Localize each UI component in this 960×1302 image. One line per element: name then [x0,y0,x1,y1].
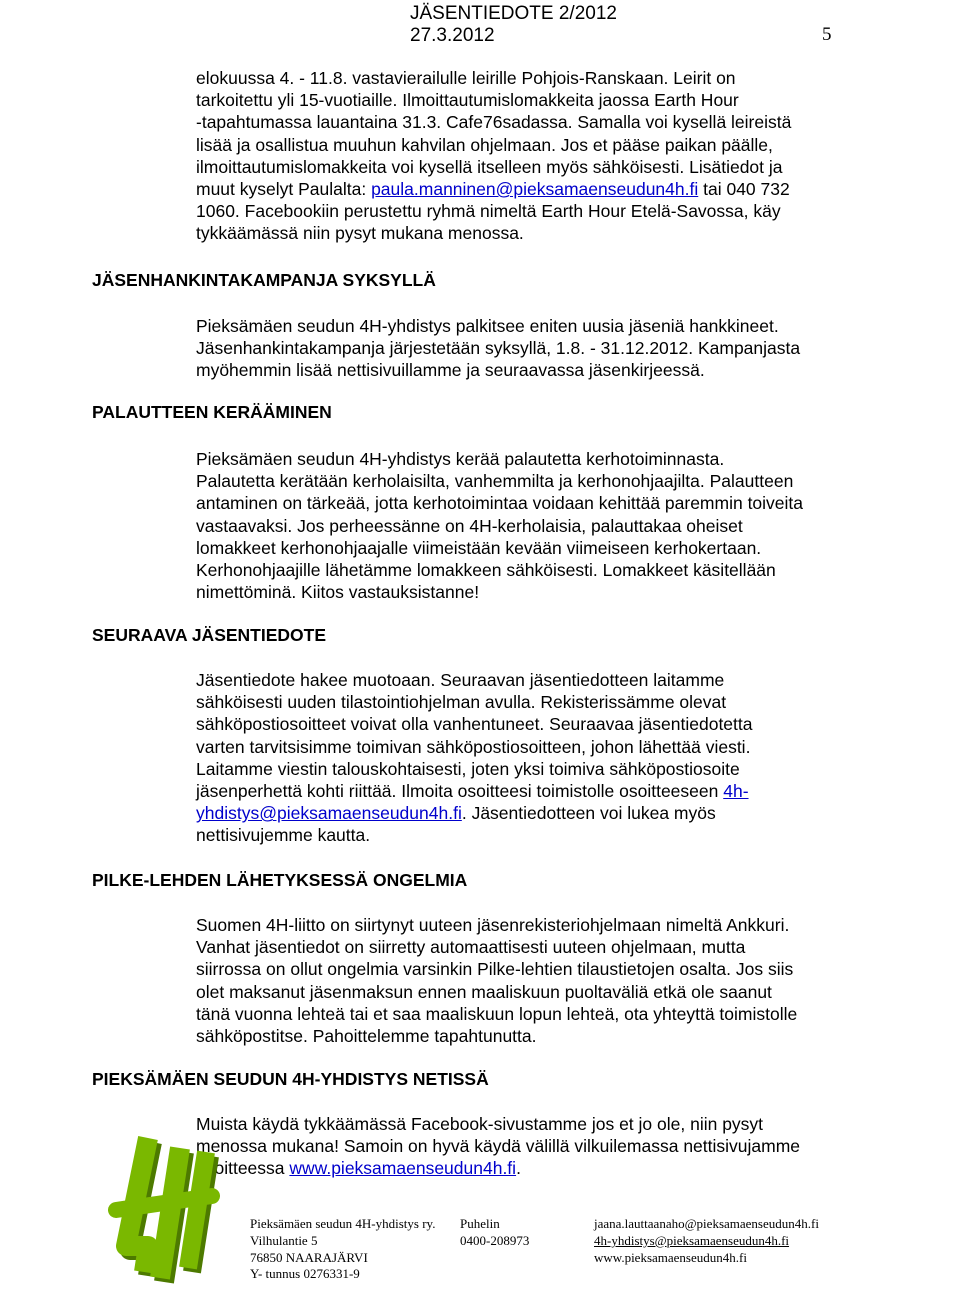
campaign-line-1: Pieksämäen seudun 4H-yhdistys palkitsee eniten uusia jäseniä hankkineet. [196,316,779,336]
pilke-paragraph [196,914,896,1047]
next-line-6-pre: jäsenperhettä kohti riittää. Ilmoita osoitteesi toimistolle osoitteeseen [196,781,724,802]
pilke-heading: PILKE-LEHDEN LÄHETYKSESSÄ ONGELMIA [92,870,468,890]
footer-postal: 76850 NAARAJÄRVI [250,1249,368,1265]
footer-address [250,1216,435,1283]
footer-email-2[interactable]: 4h-yhdistys@pieksamaenseudun4h.fi [594,1232,790,1248]
next-line-7 [196,802,896,824]
pilke-line-1: Suomen 4H-liitto on siirtynyt uuteen jäsenrekisteriohjelmaan nimeltä Ankkuri. [196,915,790,935]
intro-line-7: 1060. Facebookiin perustettu ryhmä nimeltä Earth Hour Etelä-Savossa, käy [196,201,781,222]
bulletin-title [410,3,617,47]
intro-line-4: lisää ja osallistua muuhun kahvilan ohjelmaan. Jos et pääse paikan päälle, [196,134,773,155]
intro-line-6-pre: muut kyselyt Paulalta: [196,179,372,200]
campaign-heading: JÄSENHANKINTAKAMPANJA SYKSYLLÄ [92,270,436,290]
intro-line-1: elokuussa 4. - 11.8. vastavierailulle leirille Pohjois-Ranskaan. Leirit on [196,68,736,88]
footer-org-name: Pieksämäen seudun 4H-yhdistys ry. [250,1216,436,1231]
next-line-2: sähköisesti uuden tilastointiohjelman avulla. Rekisterissämme olevat [196,692,727,713]
feedback-line-7: nimettöminä. Kiitos vastauksistanne! [196,582,480,603]
next-line-8: nettisivujemme kautta. [196,825,371,846]
footer-business-id: Y- tunnus 0276331-9 [250,1266,360,1282]
pilke-line-4: olet maksanut jäsenmaksun ennen maaliskuun puoltaväliä etkä ole saanut [196,981,772,1002]
next-line-6 [196,780,896,802]
online-line-3-pre: osoitteessa [196,1158,290,1179]
feedback-line-5: lomakkeet kerhonohjaajalle viimeistään kevään viimeiseen kerhokertaan. [196,537,762,558]
intro-line-6-post: tai 040 732 [698,179,790,200]
footer-phone-number: 0400-208973 [460,1232,530,1248]
online-line-3-post: . [516,1158,521,1179]
4h-clover-logo [108,1128,220,1292]
pilke-line-2: Vanhat jäsentiedot on siirretty automaattisesti uuteen ohjelmaan, mutta [196,937,746,958]
association-email-link-part2[interactable]: yhdistys@pieksamaenseudun4h.fi [196,803,462,824]
paula-email-link[interactable]: paula.manninen@pieksamaenseudun4h.fi [371,179,699,200]
website-link[interactable]: www.pieksamaenseudun4h.fi [289,1158,517,1179]
feedback-line-2: Palautetta kerätään kerholaisilta, vanhemmilta ja kerhonohjaajilta. Palautteen [196,471,794,492]
feedback-line-4: vastaavaksi. Jos perheessänne on 4H-kerholaisia, palauttakaa oheiset [196,515,743,536]
footer-website: www.pieksamaenseudun4h.fi [594,1249,747,1265]
next-line-3: sähköpostiosoitteet voivat olla vanhentuneet. Seuraavaa jäsentiedotetta [196,714,753,735]
footer-phone-label: Puhelin [460,1216,500,1231]
next-line-1: Jäsentiedote hakee muotoaan. Seuraavan jäsentiedotteen laitamme [196,670,725,690]
bulletin-title-text: JÄSENTIEDOTE 2/2012 [410,3,617,24]
feedback-line-3: antaminen on tärkeää, jotta kerhotoimintaa voidaan kehittää paremmin toiveita [196,493,804,514]
next-line-4: varten tarvitsisimme toimivan sähköpostiosoitteen, johon lähettää viesti. [196,736,751,757]
feedback-line-6: Kerhonohjaajille lähetämme lomakkeen sähköisesti. Lomakkeet käsitellään [196,560,776,581]
intro-line-3: -tapahtumassa lauantaina 31.3. Cafe76sadassa. Samalla voi kysellä leireistä [196,112,792,133]
online-paragraph [196,1113,896,1180]
feedback-paragraph [196,448,896,603]
online-line-3 [196,1157,896,1179]
campaign-line-2: Jäsenhankintakampanja järjestetään syksyllä, 1.8. - 31.12.2012. Kampanjasta [196,338,801,359]
next-line-7-post: . Jäsentiedotteen voi lukea myös [461,803,716,824]
feedback-heading: PALAUTTEEN KERÄÄMINEN [92,402,332,422]
intro-line-6 [196,178,896,200]
pilke-line-3: siirrossa on ollut ongelmia varsinkin Pilke-lehtien tilaustietojen osalta. Jos siis [196,959,794,980]
footer-phone [460,1216,529,1250]
bulletin-date: 27.3.2012 [410,25,495,46]
footer-street: Vilhulantie 5 [250,1232,318,1248]
campaign-line-3: myöhemmin lisää nettisivuillamme ja seuraavassa jäsenkirjeessä. [196,360,705,381]
feedback-line-1: Pieksämäen seudun 4H-yhdistys kerää palautetta kerhotoiminnasta. [196,449,725,469]
intro-line-2: tarkoitettu yli 15-vuotiaille. Ilmoittautumislomakkeita jaossa Earth Hour [196,90,739,111]
next-bulletin-heading: SEURAAVA JÄSENTIEDOTE [92,625,327,645]
online-line-2: menossa mukana! Samoin on hyvä käydä välillä vilkuilemassa nettisivujamme [196,1136,801,1157]
intro-paragraph [196,67,896,245]
next-bulletin-paragraph [196,669,896,847]
association-email-link-part1[interactable]: 4h- [723,781,749,802]
pilke-line-6: sähköpostitse. Pahoittelemme tapahtunutta. [196,1026,537,1047]
footer-email-1: jaana.lauttaanaho@pieksamaenseudun4h.fi [594,1216,819,1231]
online-line-1: Muista käydä tykkäämässä Facebook-sivustamme jos et jo ole, niin pysyt [196,1114,764,1134]
page-number: 5 [822,24,832,45]
online-heading: PIEKSÄMÄEN SEUDUN 4H-YHDISTYS NETISSÄ [92,1069,489,1089]
intro-line-8: tykkäämässä niin pysyt mukana menossa. [196,223,524,244]
campaign-paragraph [196,315,896,382]
pilke-line-5: tänä vuonna lehteä tai et saa maaliskuun lopun lehteä, ota yhteyttä toimistolle [196,1003,798,1024]
next-line-5: Laitamme viestin talouskohtaisesti, joten yksi toimiva sähköpostiosoite [196,758,740,779]
intro-line-5: ilmoittautumislomakkeita voi kysellä itselleen myös sähköisesti. Lisätiedot ja [196,156,783,177]
footer-contacts [594,1216,819,1266]
